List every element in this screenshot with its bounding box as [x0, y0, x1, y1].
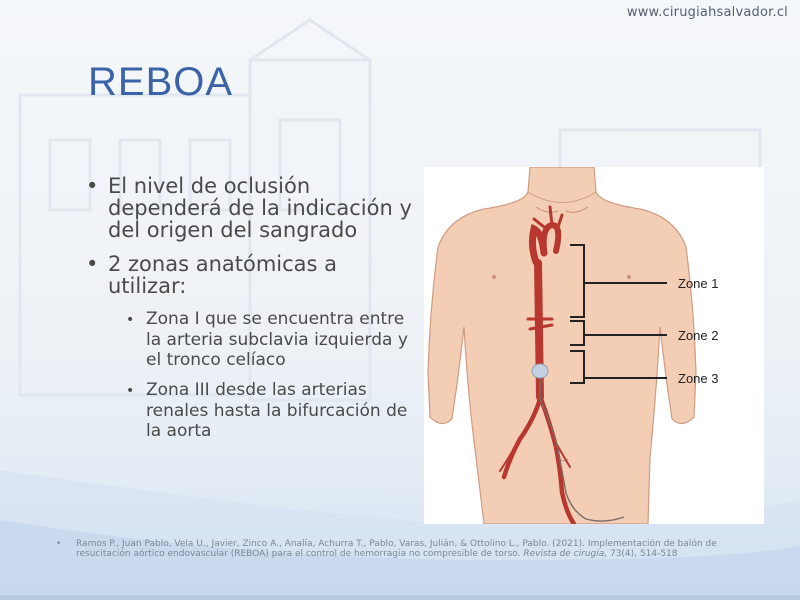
- sub-bullet-item: [126, 380, 416, 441]
- reboa-anatomy-figure: [424, 167, 764, 524]
- reference-text: Ramos P., Juan Pablo, Vela U., Javier, Zinco A., Analía, Achurra T., Pablo, Varas, Julián, & Ottolino L., Pablo. (2021). Implementación de balón de resucitación aórtico endovascular (REBOA) para el control de hemorragia no compresible de torso.: [76, 539, 717, 559]
- zone3-label: Zone 3: [678, 371, 719, 386]
- anatomy-illustration: [424, 167, 764, 524]
- bullet-text: El nivel de oclusión dependerá de la indicación y del origen del sangrado: [108, 174, 412, 242]
- bullet-text: 2 zonas anatómicas a utilizar:: [108, 252, 338, 298]
- sub-bullet-item: [126, 309, 416, 370]
- reboa-balloon: [532, 364, 548, 378]
- zone2-label: Zone 2: [678, 328, 719, 343]
- sub-bullet-dot: •: [126, 383, 135, 399]
- slide-title: REBOA: [88, 60, 234, 104]
- bullet-dot: •: [86, 252, 99, 276]
- zone1-label: Zone 1: [678, 276, 719, 291]
- reference-volume: 73(4), 514-518: [607, 549, 678, 559]
- reference-citation: [56, 539, 756, 559]
- bullet-item: [86, 253, 416, 297]
- sub-bullet-text: Zona I que se encuentra entre la arteria subclavia izquierda y el tronco celíaco: [146, 309, 408, 370]
- bullet-list: [86, 175, 416, 451]
- reference-bullet: •: [56, 539, 62, 549]
- bullet-dot: •: [86, 174, 99, 198]
- site-url[interactable]: www.cirugiahsalvador.cl: [626, 5, 788, 20]
- bullet-item: [86, 175, 416, 241]
- sub-bullet-dot: •: [126, 312, 135, 328]
- sub-bullet-text: Zona III desde las arterias renales hasta la bifurcación de la aorta: [146, 380, 408, 441]
- reference-journal: Revista de cirugía,: [523, 549, 608, 559]
